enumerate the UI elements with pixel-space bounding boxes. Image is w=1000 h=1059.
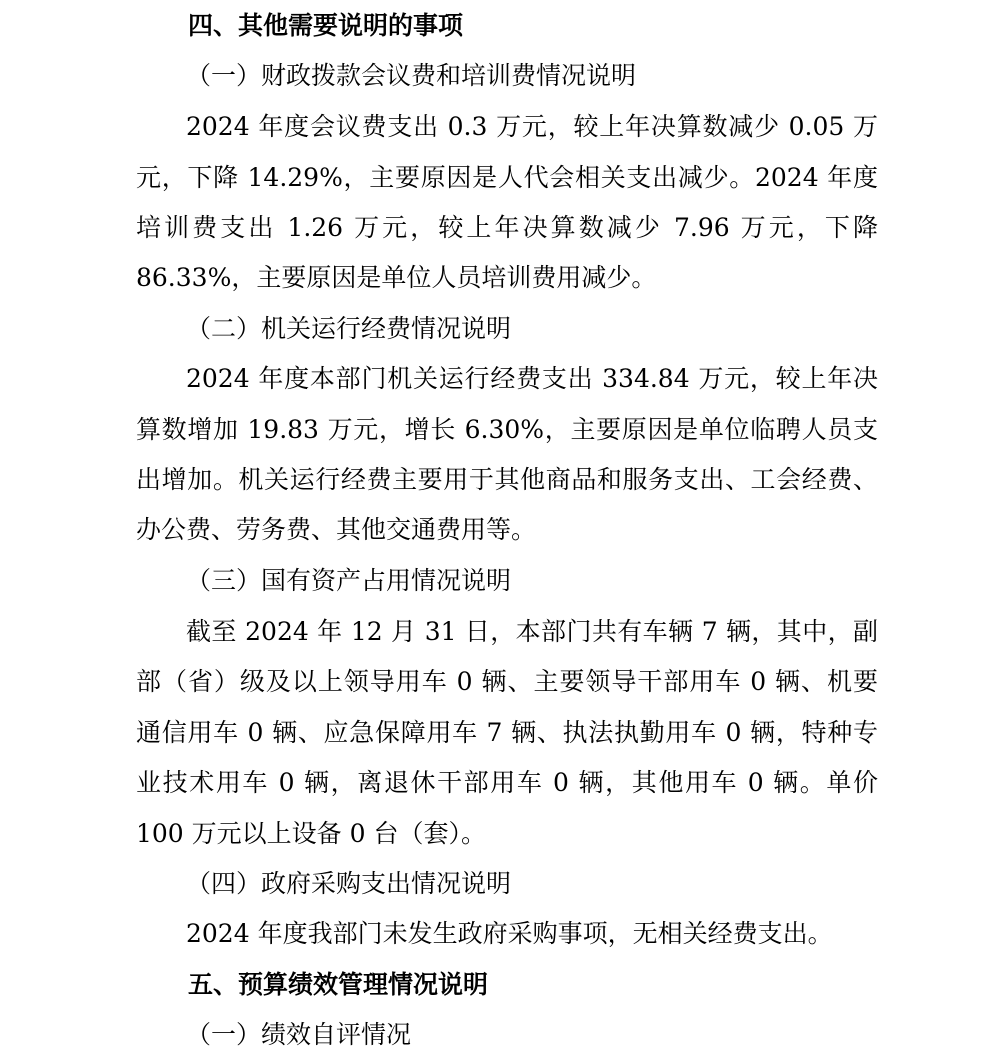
paragraph-line: 业技术用车 0 辆，离退休干部用车 0 辆，其他用车 0 辆。单价 — [136, 768, 878, 797]
section-5-heading: 五、预算绩效管理情况说明 — [188, 970, 489, 999]
paragraph-line: 2024 年度本部门机关运行经费支出 334.84 万元，较上年决 — [186, 364, 878, 393]
paragraph-line: 出增加。机关运行经费主要用于其他商品和服务支出、工会经费、 — [136, 465, 878, 494]
paragraph-line: 2024 年度会议费支出 0.3 万元，较上年决算数减少 0.05 万 — [186, 112, 878, 141]
section-4-4-heading: （四）政府采购支出情况说明 — [186, 869, 512, 898]
paragraph-line: 培训费支出 1.26 万元，较上年决算数减少 7.96 万元，下降 — [136, 213, 878, 242]
paragraph-line: 通信用车 0 辆、应急保障用车 7 辆、执法执勤用车 0 辆，特种专 — [136, 718, 878, 747]
section-4-2-heading: （二）机关运行经费情况说明 — [186, 314, 512, 343]
paragraph-line: 2024 年度我部门未发生政府采购事项，无相关经费支出。 — [186, 919, 833, 948]
section-5-1-heading: （一）绩效自评情况 — [186, 1020, 412, 1049]
paragraph-line: 100 万元以上设备 0 台（套）。 — [136, 819, 486, 848]
paragraph-line: 算数增加 19.83 万元，增长 6.30%，主要原因是单位临聘人员支 — [136, 415, 878, 444]
section-4-1-heading: （一）财政拨款会议费和培训费情况说明 — [186, 61, 637, 90]
paragraph-line: 办公费、劳务费、其他交通费用等。 — [136, 515, 537, 544]
section-4-3-heading: （三）国有资产占用情况说明 — [186, 566, 512, 595]
paragraph-line: 截至 2024 年 12 月 31 日，本部门共有车辆 7 辆，其中，副 — [186, 617, 878, 646]
paragraph-line: 部（省）级及以上领导用车 0 辆、主要领导干部用车 0 辆、机要 — [136, 667, 878, 696]
section-4-heading: 四、其他需要说明的事项 — [188, 11, 464, 40]
paragraph-line: 86.33%，主要原因是单位人员培训费用减少。 — [136, 263, 657, 292]
paragraph-line: 元，下降 14.29%，主要原因是人代会相关支出减少。2024 年度 — [136, 163, 878, 192]
